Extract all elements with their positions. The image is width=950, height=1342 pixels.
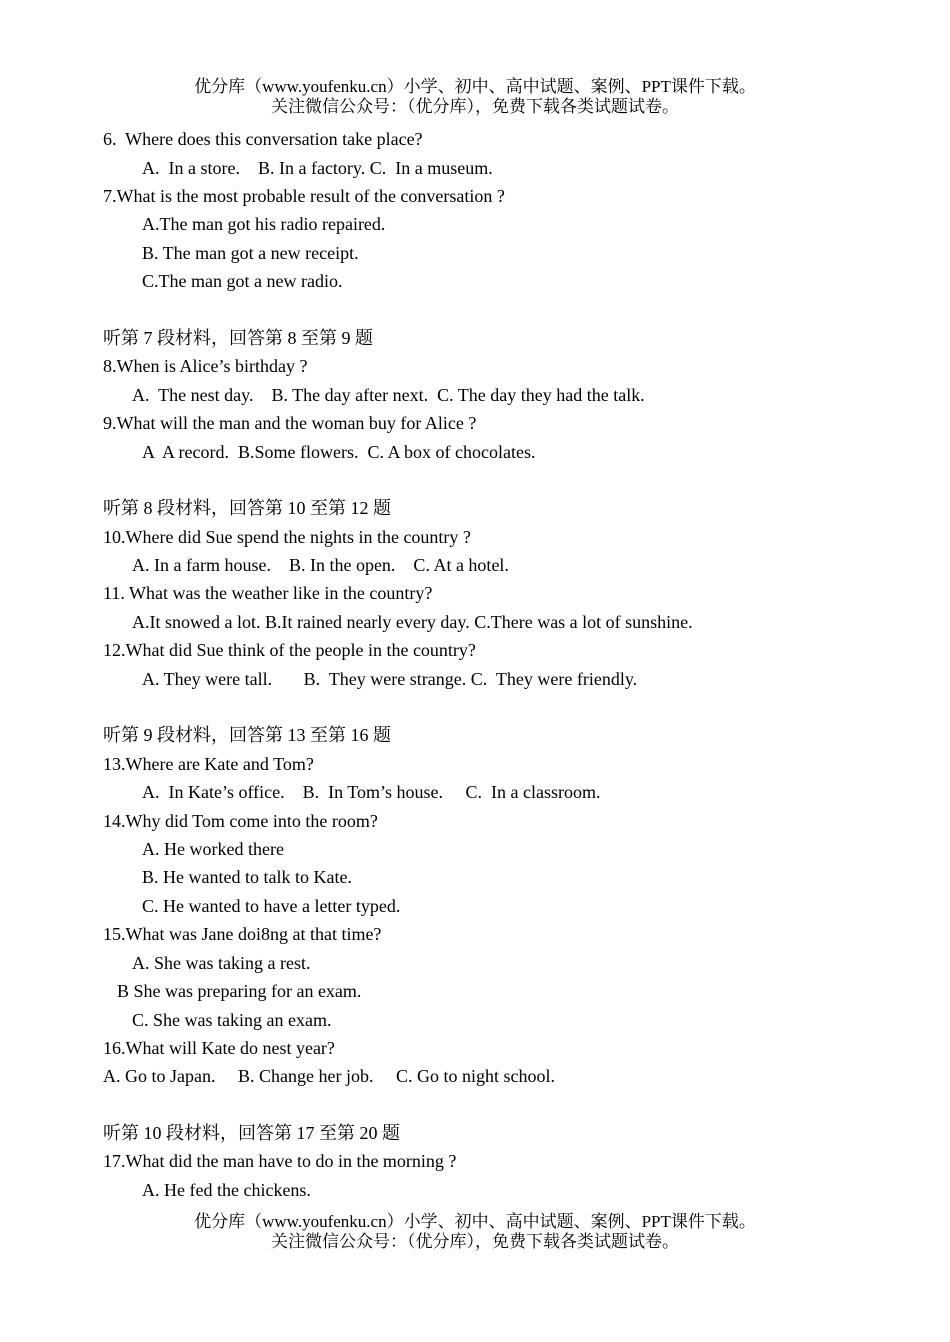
question-9: 9.What will the man and the woman buy for Alice ? — [103, 413, 477, 433]
question-16-options: A. Go to Japan. B. Change her job. C. Go to night school. — [103, 1066, 555, 1086]
question-17: 17.What did the man have to do in the morning ? — [103, 1151, 457, 1171]
page-header — [0, 77, 950, 117]
question-11-options: A.It snowed a lot. B.It rained nearly every day. C.There was a lot of sunshine. — [132, 612, 693, 632]
question-13-options: A. In Kate’s office. B. In Tom’s house. C. In a classroom. — [142, 782, 601, 802]
question-8: 8.When is Alice’s birthday ? — [103, 356, 308, 376]
header-line-2: 关注微信公众号：（优分库），免费下载各类试题试卷。 — [271, 97, 679, 116]
question-7-option-c: C.The man got a new radio. — [142, 271, 343, 291]
page-footer — [0, 1212, 950, 1252]
question-6: 6. Where does this conversation take place? — [103, 129, 423, 149]
question-8-options: A. The nest day. B. The day after next. C. The day they had the talk. — [132, 385, 645, 405]
question-6-options: A. In a store. B. In a factory. C. In a museum. — [142, 158, 493, 178]
question-13: 13.Where are Kate and Tom? — [103, 754, 314, 774]
question-10-options: A. In a farm house. B. In the open. C. At a hotel. — [132, 555, 509, 575]
question-9-options: A A record. B.Some flowers. C. A box of chocolates. — [142, 442, 536, 462]
question-14-option-c: C. He wanted to have a letter typed. — [142, 896, 401, 916]
header-line-1: 优分库（www.youfenku.cn）小学、初中、高中试题、案例、PPT课件下载。 — [194, 77, 756, 96]
question-15: 15.What was Jane doi8ng at that time? — [103, 924, 382, 944]
section-heading-7: 听第 7 段材料，回答第 8 至第 9 题 — [103, 328, 373, 348]
section-heading-10: 听第 10 段材料，回答第 17 至第 20 题 — [103, 1123, 400, 1143]
footer-line-2: 关注微信公众号：（优分库），免费下载各类试题试卷。 — [271, 1232, 679, 1251]
question-7: 7.What is the most probable result of the conversation ? — [103, 186, 505, 206]
question-7-option-a: A.The man got his radio repaired. — [142, 214, 386, 234]
question-12: 12.What did Sue think of the people in the country? — [103, 640, 476, 660]
question-14: 14.Why did Tom come into the room? — [103, 811, 378, 831]
section-heading-9: 听第 9 段材料，回答第 13 至第 16 题 — [103, 725, 391, 745]
question-17-option-a: A. He fed the chickens. — [142, 1180, 311, 1200]
question-11: 11. What was the weather like in the country? — [103, 583, 433, 603]
question-15-option-a: A. She was taking a rest. — [132, 953, 311, 973]
question-12-options: A. They were tall. B. They were strange. C. They were friendly. — [142, 669, 638, 689]
question-14-option-a: A. He worked there — [142, 839, 284, 859]
question-14-option-b: B. He wanted to talk to Kate. — [142, 867, 352, 887]
question-15-option-c: C. She was taking an exam. — [132, 1010, 332, 1030]
question-15-option-b: B She was preparing for an exam. — [117, 981, 362, 1001]
question-10: 10.Where did Sue spend the nights in the country ? — [103, 527, 471, 547]
question-16: 16.What will Kate do nest year? — [103, 1038, 335, 1058]
footer-line-1: 优分库（www.youfenku.cn）小学、初中、高中试题、案例、PPT课件下载。 — [194, 1212, 756, 1231]
question-7-option-b: B. The man got a new receipt. — [142, 243, 359, 263]
section-heading-8: 听第 8 段材料，回答第 10 至第 12 题 — [103, 498, 391, 518]
